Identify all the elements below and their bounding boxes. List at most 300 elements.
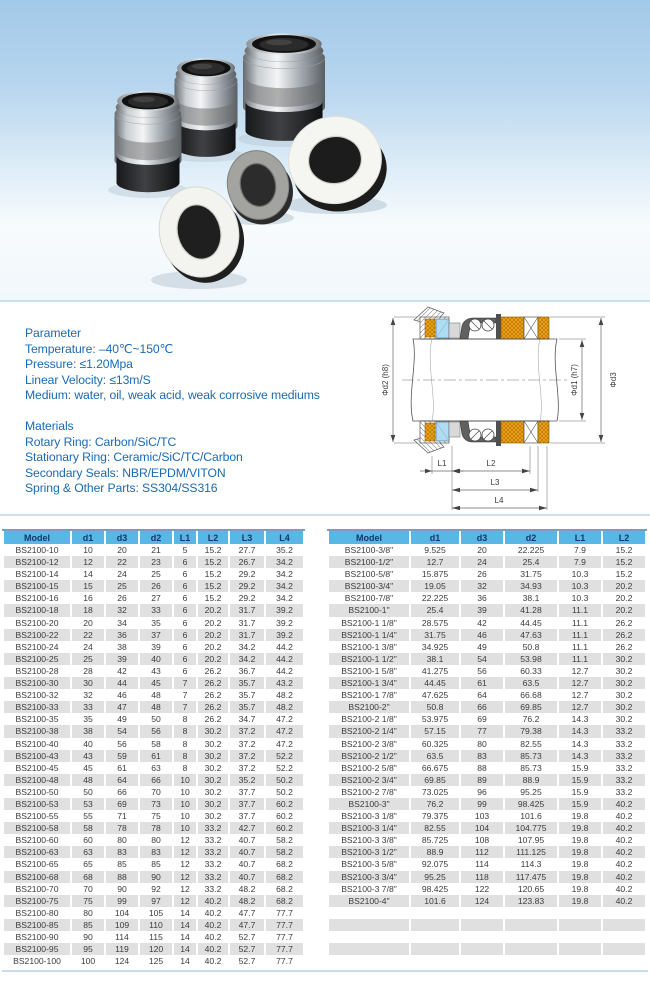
table-cell: 66.68 <box>520 690 542 701</box>
table-cell: 100 <box>80 956 96 967</box>
table-cell: 14 <box>180 907 190 918</box>
table-cell: 80 <box>151 835 161 846</box>
column-header: Model <box>4 531 70 544</box>
table-cell: 30.2 <box>204 786 222 797</box>
table-cell: 58 <box>151 738 161 749</box>
table-cell: BS2100-2 1/2" <box>329 750 409 762</box>
table-cell: 60.2 <box>266 822 303 834</box>
table-cell: 112 <box>461 846 503 858</box>
table-cell: BS2100-3 3/8" <box>341 835 397 846</box>
table-cell: 20.2 <box>204 641 222 652</box>
empty-cell <box>461 955 503 967</box>
table-cell: 63.5 <box>505 677 557 689</box>
table-cell: 90 <box>117 883 127 894</box>
table-cell: 15.2 <box>615 545 633 555</box>
table-cell: 66 <box>461 701 503 713</box>
table-cell: 89 <box>461 774 503 786</box>
table-cell: 22.225 <box>517 545 545 555</box>
empty-cell <box>329 907 409 919</box>
table-cell: 40.2 <box>204 956 222 967</box>
table-cell: 88.9 <box>505 774 557 786</box>
materials-line: Spring & Other Parts: SS304/SS316 <box>25 481 218 496</box>
table-cell: 35.2 <box>276 545 293 555</box>
table-row <box>4 931 303 943</box>
table-cell: BS2100-1/2" <box>329 556 409 568</box>
table-cell: 11.1 <box>559 629 601 641</box>
table-cell: 54 <box>106 725 138 737</box>
table-cell: 14.3 <box>571 714 589 725</box>
table-cell: BS2100-18 <box>4 604 70 616</box>
table-cell: 12.7 <box>559 701 601 713</box>
table-row <box>329 592 645 604</box>
table-cell: 48.2 <box>230 895 264 907</box>
table-row <box>4 653 303 665</box>
table-row <box>4 883 303 895</box>
table-cell: 33.2 <box>615 786 633 797</box>
header-row <box>4 531 303 544</box>
table-cell: 7 <box>182 690 188 701</box>
table-cell: 40.2 <box>198 919 228 931</box>
table-cell: 60.2 <box>266 798 303 810</box>
table-cell: 85 <box>72 919 104 931</box>
table-cell: 104 <box>114 907 130 918</box>
column-header: d3 <box>461 531 503 544</box>
empty-cell <box>505 931 557 943</box>
table-cell: 7 <box>174 701 196 713</box>
table-cell: 45 <box>83 762 93 773</box>
column-header: L2 <box>198 531 228 544</box>
table-cell: 30.2 <box>603 701 645 713</box>
table-cell: 44 <box>106 677 138 689</box>
empty-cell <box>411 931 459 943</box>
table-cell: 38.1 <box>522 593 540 604</box>
table-cell: 20.2 <box>603 604 645 616</box>
table-cell: 10 <box>174 822 196 834</box>
empty-cell <box>559 943 601 955</box>
table-cell: 24 <box>83 641 93 652</box>
table-cell: 68.2 <box>266 871 303 883</box>
table-cell: 19.8 <box>559 822 601 834</box>
column-header: L3 <box>230 531 264 544</box>
table-cell: 30.2 <box>615 714 633 725</box>
table-cell: 15.9 <box>559 798 601 810</box>
table-cell: 31.75 <box>411 629 459 641</box>
table-cell: BS2100-35 <box>15 714 59 725</box>
table-cell: 68.2 <box>276 859 293 870</box>
dim-label-L3: L3 <box>490 478 500 487</box>
table-cell: 122 <box>474 883 490 894</box>
table-cell: 37.2 <box>238 762 256 773</box>
table-cell: 25.4 <box>505 556 557 568</box>
table-cell: BS2100-3" <box>329 798 409 810</box>
table-cell: 30.2 <box>198 798 228 810</box>
table-cell: 44.2 <box>276 665 293 676</box>
table-cell: 5 <box>182 545 188 555</box>
table-cell: 123.83 <box>505 895 557 907</box>
table-cell: BS2100-3 7/8" <box>341 883 397 894</box>
table-cell: 6 <box>174 580 196 592</box>
table-cell: 8 <box>182 762 188 773</box>
empty-cell <box>461 919 503 931</box>
empty-cell <box>603 931 645 943</box>
table-row <box>329 580 645 592</box>
table-cell: 44.45 <box>411 677 459 689</box>
table-cell: BS2100-50 <box>15 786 59 797</box>
table-cell: 30.2 <box>198 750 228 762</box>
table-cell: 19.8 <box>559 871 601 883</box>
table-cell: 19.8 <box>571 859 589 870</box>
table-cell: 29.2 <box>238 593 256 604</box>
table-cell: BS2100-30 <box>4 677 70 689</box>
table-cell: 79.375 <box>421 811 449 822</box>
table-cell: 12.7 <box>571 690 589 701</box>
table-cell: 26.2 <box>603 629 645 641</box>
table-cell: 76.2 <box>522 714 540 725</box>
table-row <box>329 701 645 713</box>
table-cell: BS2100-2" <box>329 701 409 713</box>
column-header: d2 <box>140 531 172 544</box>
table-row <box>4 858 303 870</box>
column-header: L2 <box>603 531 645 544</box>
table-cell: 63.5 <box>411 750 459 762</box>
table-row <box>4 943 303 955</box>
table-cell: BS2100-58 <box>4 822 70 834</box>
table-cell: BS2100-1 1/2" <box>329 653 409 665</box>
table-cell: BS2100-25 <box>4 653 70 665</box>
table-cell: 99 <box>461 798 503 810</box>
table-cell: BS2100-43 <box>4 750 70 762</box>
table-cell: 20.2 <box>198 604 228 616</box>
table-row <box>329 810 645 822</box>
empty-cell <box>329 955 409 967</box>
table-row <box>4 871 303 883</box>
table-row <box>329 629 645 641</box>
table-cell: 36 <box>106 629 138 641</box>
table-cell: 85.73 <box>520 762 542 773</box>
materials-block <box>25 419 243 497</box>
table-cell: 52.2 <box>266 750 303 762</box>
table-cell: 32 <box>461 580 503 592</box>
seal-stack-bottom <box>414 421 549 453</box>
table-row <box>329 713 645 725</box>
table-cell: 33.2 <box>603 725 645 737</box>
table-cell: 61 <box>140 750 172 762</box>
table-row <box>4 834 303 846</box>
table-cell: 43.2 <box>266 677 303 689</box>
table-cell: 11.1 <box>571 617 589 628</box>
table-cell: 40.2 <box>198 943 228 955</box>
table-cell: 20 <box>117 545 127 555</box>
table-cell: 109 <box>106 919 138 931</box>
table-cell: 119 <box>106 943 138 955</box>
table-cell: 25 <box>106 580 138 592</box>
empty-cell <box>559 955 601 967</box>
table-cell: 99 <box>106 895 138 907</box>
empty-row <box>329 907 645 919</box>
table-cell: 42.7 <box>230 822 264 834</box>
empty-cell <box>505 955 557 967</box>
table-cell: 66 <box>140 774 172 786</box>
table-cell: 40.2 <box>615 811 633 822</box>
table-row <box>4 580 303 592</box>
table-row <box>4 544 303 556</box>
table-row <box>4 592 303 604</box>
table-cell: 50.8 <box>411 701 459 713</box>
table-cell: BS2100-2 3/8" <box>341 738 397 749</box>
table-row <box>4 907 303 919</box>
table-cell: 104 <box>461 822 503 834</box>
table-cell: 15.2 <box>615 569 633 580</box>
table-cell: 41.275 <box>421 665 449 676</box>
table-cell: 37.2 <box>230 725 264 737</box>
table-cell: 50.8 <box>522 641 540 652</box>
table-cell: 24 <box>461 556 503 568</box>
table-cell: 118 <box>461 871 503 883</box>
table-cell: 26 <box>477 569 487 580</box>
table-row <box>4 725 303 737</box>
table-cell: 15.9 <box>559 774 601 786</box>
table-row <box>4 810 303 822</box>
table-cell: BS2100-90 <box>15 932 59 942</box>
table-cell: 8 <box>182 738 188 749</box>
table-cell: 40.2 <box>603 871 645 883</box>
table-cell: 101.6 <box>411 895 459 907</box>
table-cell: 98.425 <box>421 883 449 894</box>
table-cell: 107.95 <box>517 835 545 846</box>
table-cell: 26.2 <box>198 701 228 713</box>
table-cell: 47.63 <box>505 629 557 641</box>
table-cell: BS2100-80 <box>15 907 59 918</box>
table-cell: BS2100-1 1/4" <box>329 629 409 641</box>
table-cell: 11.1 <box>559 653 601 665</box>
table-cell: 41.28 <box>505 604 557 616</box>
table-cell: 22.225 <box>421 593 449 604</box>
table-cell: 33.2 <box>204 883 222 894</box>
table-row <box>329 568 645 580</box>
table-cell: 58.2 <box>276 835 293 846</box>
table-cell: 48 <box>72 774 104 786</box>
table-row <box>4 713 303 725</box>
table-cell: 40.7 <box>238 835 256 846</box>
table-cell: 7.9 <box>559 556 601 568</box>
empty-cell <box>505 919 557 931</box>
table-cell: 103 <box>474 811 490 822</box>
table-cell: 40.2 <box>615 883 633 894</box>
table-cell: 8 <box>174 750 196 762</box>
table-cell: 6 <box>174 653 196 665</box>
column-header: d1 <box>411 531 459 544</box>
table-cell: 88 <box>477 762 487 773</box>
table-cell: 30.2 <box>615 690 633 701</box>
dim-label-L4: L4 <box>494 496 504 505</box>
table-row <box>329 689 645 701</box>
table-cell: 12 <box>180 859 190 870</box>
table-cell: 47.625 <box>421 690 449 701</box>
table-cell: 40.2 <box>603 895 645 907</box>
table-cell: 7 <box>174 677 196 689</box>
table-cell: 40.7 <box>230 846 264 858</box>
table-cell: 37.2 <box>238 738 256 749</box>
table-row <box>329 883 645 895</box>
table-cell: 10 <box>174 774 196 786</box>
table-cell: 95.25 <box>520 786 542 797</box>
table-cell: 46 <box>117 690 127 701</box>
table-cell: 88 <box>106 871 138 883</box>
table-cell: 38 <box>117 641 127 652</box>
table-cell: 43 <box>151 665 161 676</box>
dim-label-L2: L2 <box>486 459 496 468</box>
table-cell: 34.2 <box>230 653 264 665</box>
table-cell: 95 <box>72 943 104 955</box>
table-cell: 39.2 <box>276 617 293 628</box>
table-cell: 65 <box>83 859 93 870</box>
table-cell: 44.45 <box>520 617 542 628</box>
table-cell: 114 <box>115 932 129 942</box>
table-cell: 12.7 <box>411 556 459 568</box>
table-cell: 25 <box>151 569 161 580</box>
table-cell: 31.7 <box>230 604 264 616</box>
table-cell: 48 <box>151 690 161 701</box>
table-cell: 117.475 <box>505 871 557 883</box>
table-cell: 26.2 <box>615 617 633 628</box>
table-cell: 98.425 <box>505 798 557 810</box>
table-cell: BS2100-75 <box>4 895 70 907</box>
table-cell: 10.3 <box>571 569 589 580</box>
table-row <box>329 871 645 883</box>
table-cell: BS2100-3 3/4" <box>329 871 409 883</box>
empty-cell <box>461 907 503 919</box>
table-cell: 37 <box>140 629 172 641</box>
table-cell: BS2100-1" <box>329 604 409 616</box>
table-cell: 6 <box>174 629 196 641</box>
table-cell: 26.2 <box>204 714 222 725</box>
table-cell: 34.925 <box>421 641 449 652</box>
table-cell: 47.2 <box>266 725 303 737</box>
table-cell: 25 <box>72 653 104 665</box>
empty-cell <box>329 931 409 943</box>
table-cell: 6 <box>182 617 188 628</box>
table-cell: 29.2 <box>238 569 256 580</box>
table-cell: 15.2 <box>603 556 645 568</box>
table-cell: 92 <box>151 883 161 894</box>
table-cell: 30.2 <box>204 762 222 773</box>
table-cell: BS2100-3 1/8" <box>341 811 397 822</box>
table-cell: 111.125 <box>505 846 557 858</box>
table-cell: 14 <box>83 569 93 580</box>
table-cell: 32 <box>83 690 93 701</box>
table-cell: 43 <box>72 750 104 762</box>
table-cell: 30.2 <box>603 653 645 665</box>
table-cell: 12 <box>174 895 196 907</box>
empty-cell <box>505 943 557 955</box>
table-cell: BS2100-65 <box>15 859 59 870</box>
table-cell: 68 <box>72 871 104 883</box>
table-cell: 40.2 <box>603 846 645 858</box>
table-cell: 44.2 <box>266 653 303 665</box>
table-row <box>329 556 645 568</box>
table-cell: 34.7 <box>238 714 256 725</box>
table-cell: 20.2 <box>198 629 228 641</box>
table-cell: 78 <box>106 822 138 834</box>
table-row <box>329 604 645 616</box>
table-cell: 33.2 <box>603 774 645 786</box>
empty-cell <box>411 955 459 967</box>
table-cell: 52.2 <box>276 762 293 773</box>
table-cell: 33 <box>72 701 104 713</box>
table-cell: 110 <box>140 919 172 931</box>
table-row <box>329 786 645 798</box>
table-cell: 66 <box>117 786 127 797</box>
table-cell: 6 <box>174 604 196 616</box>
table-row <box>329 895 645 907</box>
table-row <box>4 798 303 810</box>
table-cell: 104.775 <box>505 822 557 834</box>
table-cell: 30.2 <box>198 725 228 737</box>
table-cell: 32 <box>106 604 138 616</box>
table-cell: 26 <box>140 580 172 592</box>
table-cell: BS2100-63 <box>4 846 70 858</box>
table-cell: 40.7 <box>230 871 264 883</box>
section-divider-middle <box>0 514 650 516</box>
table-cell: 40.2 <box>603 798 645 810</box>
table-cell: 33.2 <box>198 871 228 883</box>
table-cell: 120.65 <box>517 883 545 894</box>
table-cell: 83 <box>140 846 172 858</box>
empty-cell <box>329 943 409 955</box>
table-cell: 39.2 <box>266 604 303 616</box>
table-cell: 77.7 <box>276 932 293 942</box>
table-cell: 25.4 <box>411 604 459 616</box>
table-cell: 77.7 <box>266 919 303 931</box>
table-row <box>4 677 303 689</box>
empty-row <box>329 955 645 967</box>
table-bottom-rule <box>2 970 648 972</box>
table-cell: 49 <box>477 641 487 652</box>
table-cell: 22 <box>106 556 138 568</box>
table-cell: BS2100-3 1/4" <box>329 822 409 834</box>
table-cell: 7.9 <box>574 545 586 555</box>
table-cell: 15.2 <box>204 569 222 580</box>
table-cell: 59 <box>106 750 138 762</box>
table-cell: 28.575 <box>421 617 449 628</box>
table-row <box>4 689 303 701</box>
table-cell: 9.525 <box>424 545 446 555</box>
table-row <box>4 665 303 677</box>
table-cell: 33 <box>140 604 172 616</box>
table-cell: 35.7 <box>230 677 264 689</box>
table-cell: 10 <box>83 545 93 555</box>
parameter-line: Pressure: ≤1.20Mpa <box>25 357 133 372</box>
dim-label-L1: L1 <box>437 459 447 468</box>
table-cell: 35.2 <box>230 774 264 786</box>
table-cell: 26.2 <box>615 641 633 652</box>
table-cell: 35 <box>83 714 93 725</box>
empty-row <box>329 943 645 955</box>
table-cell: 21 <box>151 545 161 555</box>
table-cell: 15 <box>72 580 104 592</box>
table-cell: 6 <box>182 593 188 604</box>
table-cell: BS2100-85 <box>4 919 70 931</box>
table-cell: 34 <box>117 617 127 628</box>
table-row <box>329 750 645 762</box>
table-cell: 39.2 <box>266 629 303 641</box>
seal-stack-top <box>414 307 549 339</box>
table-cell: 66.675 <box>421 762 449 773</box>
table-cell: 20.2 <box>204 617 222 628</box>
table-cell: 34.2 <box>238 641 256 652</box>
table-cell: 8 <box>174 725 196 737</box>
empty-cell <box>603 907 645 919</box>
